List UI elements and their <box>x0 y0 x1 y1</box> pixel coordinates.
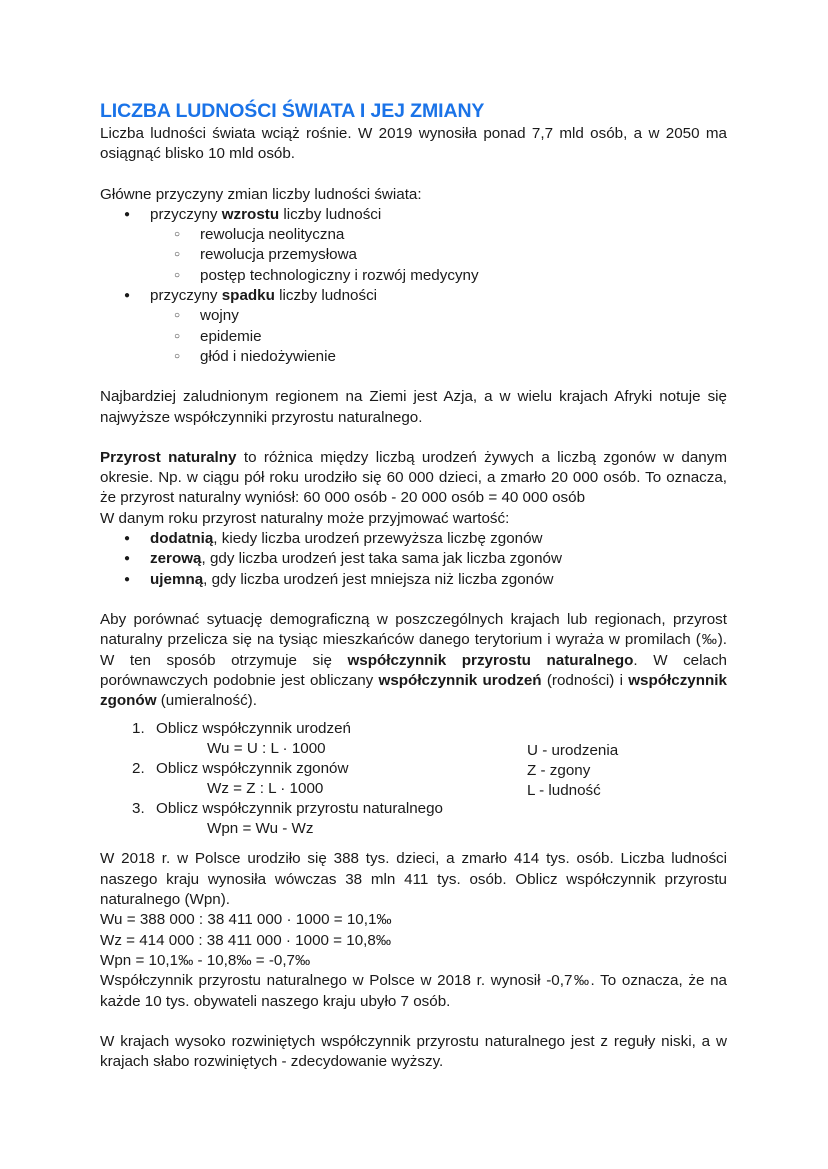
causes-heading: Główne przyczyny zmian liczby ludności świata: <box>100 185 422 203</box>
step-3: 3. Oblicz współczynnik przyrostu naturalnego <box>132 800 444 818</box>
coefficient-paragraph: Aby porównać sytuację demograficzną w poszczególnych krajach lub regionach, przyrost naturalny przelicza się na tysiąc mieszkańców danego terytorium i wyraża w promilach (‰). W ten sposób otrzymuje się współczynnik przyrostu naturalnego. W celach porównawczych podobnie jest obliczany współczynnik urodzeń (rodności) i współczynnik zgonów (umieralność). <box>100 610 727 710</box>
list-item-growth: ● przyczyny wzrostu liczby ludności <box>100 205 727 225</box>
list-item: ○ wojny <box>100 306 727 326</box>
example-conclusion: Współczynnik przyrostu naturalnego w Polsce w 2018 r. wynosił -0,7‰. To oznacza, że na każde 10 tys. obywateli naszego kraju ubyło 7 osób. <box>100 972 727 1010</box>
values-intro: W danym roku przyrost naturalny może przyjmować wartość: <box>100 509 510 527</box>
causes-list <box>100 205 727 367</box>
list-item-positive: ● dodatnią, kiedy liczba urodzeń przewyższa liczbę zgonów <box>100 529 727 549</box>
formula-steps <box>100 719 727 843</box>
formula-wu: Wu = U : L · 1000 <box>207 740 326 758</box>
list-item: ○ postęp technologiczny i rozwój medycyny <box>100 266 727 286</box>
step-1: 1. Oblicz współczynnik urodzeń <box>132 720 351 738</box>
list-item: ○ rewolucja neolityczna <box>100 225 727 245</box>
step-2: 2. Oblicz współczynnik zgonów <box>132 760 349 778</box>
legend-l: L - ludność <box>527 782 601 800</box>
regions-paragraph: Najbardziej zaludnionym regionem na Ziemi jest Azja, a w wielu krajach Afryki notuje się najwyższe współczynniki przyrostu naturalnego. <box>100 388 727 426</box>
calc-line-wpn: Wpn = 10,1‰ - 10,8‰ = -0,7‰ <box>100 951 311 969</box>
document-page <box>100 98 727 1072</box>
list-item: ○ epidemie <box>100 327 727 347</box>
values-list <box>100 529 727 590</box>
calc-line-wu: Wu = 388 000 : 38 411 000 · 1000 = 10,1‰ <box>100 911 392 929</box>
intro-paragraph: Liczba ludności świata wciąż rośnie. W 2019 wynosiła ponad 7,7 mld osób, a w 2050 ma osiągnąć blisko 10 mld osób. <box>100 125 727 163</box>
list-item: ○ głód i niedożywienie <box>100 347 727 367</box>
list-item-zero: ● zerową, gdy liczba urodzeń jest taka sama jak liczba zgonów <box>100 549 727 569</box>
example-calculation <box>100 849 727 1011</box>
closing-paragraph: W krajach wysoko rozwiniętych współczynnik przyrostu naturalnego jest z reguły niski, a w krajach słabo rozwiniętych - zdecydowanie wyższy. <box>100 1032 727 1071</box>
natural-growth-definition: Przyrost naturalny to różnica między liczbą urodzeń żywych a liczbą zgonów w danym okresie. Np. w ciągu pół roku urodziło się 60 000 dzieci, a zmarło 20 000 osób. To oznacza, że przyrost naturalny wyniósł: 60 000 osób - 20 000 osób = 40 000 osób <box>100 448 728 507</box>
example-task: W 2018 r. w Polsce urodziło się 388 tys. dzieci, a zmarło 414 tys. osób. Liczba ludności naszego kraju wynosiła wówczas 38 mln 411 tys. osób. Oblicz współczynnik przyrostu naturalnego (Wpn). <box>100 850 727 909</box>
formula-wpn: Wpn = Wu - Wz <box>207 820 314 838</box>
legend-u: U - urodzenia <box>527 742 619 760</box>
formula-wz: Wz = Z : L · 1000 <box>207 780 324 798</box>
list-item-negative: ● ujemną, gdy liczba urodzeń jest mniejsza niż liczba zgonów <box>100 570 727 590</box>
calc-line-wz: Wz = 414 000 : 38 411 000 · 1000 = 10,8‰ <box>100 931 392 949</box>
list-item: ○ rewolucja przemysłowa <box>100 245 727 265</box>
legend-z: Z - zgony <box>527 762 591 780</box>
list-item-decline: ● przyczyny spadku liczby ludności <box>100 286 727 306</box>
page-title: LICZBA LUDNOŚCI ŚWIATA I JEJ ZMIANY <box>100 100 485 122</box>
